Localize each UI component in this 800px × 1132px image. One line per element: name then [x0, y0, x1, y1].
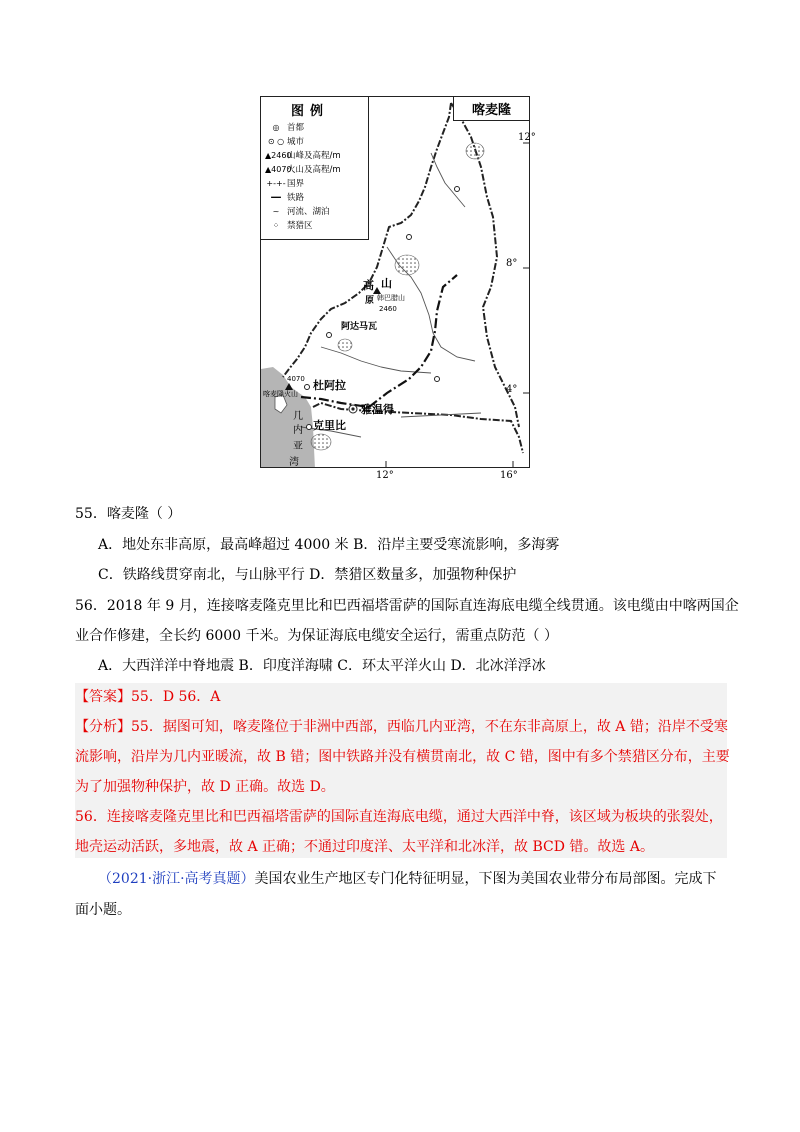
volcano-elevation-label: 4070 [287, 375, 305, 383]
city-marker [455, 187, 460, 192]
latitude-label: 12° [518, 132, 536, 143]
legend-label: 铁路 [287, 193, 305, 203]
legend-item-border [265, 177, 304, 189]
city-marker [305, 385, 310, 390]
analysis-line-2: 流影响，沿岸为几内亚暖流，故 B 错；图中铁路并没有横贯南北，故 C 错，图中有多个禁猎区分布，主要 [75, 749, 730, 765]
legend-label: 首都 [287, 123, 305, 133]
reserve-area [395, 255, 419, 275]
city-label-douala: 杜阿拉 [313, 379, 346, 392]
analysis-line-1 [75, 718, 728, 736]
city-marker [407, 235, 412, 240]
analysis-line-5: 地壳运动活跃，多地震，故 A 正确；不通过印度洋、太平洋和北冰洋，故 BCD 错。故选 A。 [75, 839, 654, 855]
river-symbol: ~ [272, 206, 280, 216]
legend-label: 河流、湖泊 [287, 207, 330, 217]
intro-text: 美国农业生产地区专门化特征明显，下图为美国农业带分布局部图。完成下 [254, 871, 717, 887]
legend-item-capital [265, 121, 304, 133]
analysis-text: 55．据图可知，喀麦隆位于非洲中西部，西临几内亚湾，不在东非高原上，故 A 错；沿岸不受寒 [131, 719, 728, 735]
railway-symbol: ━━ [271, 192, 281, 202]
legend-item-peak [265, 149, 341, 161]
answer-analysis-block [75, 683, 727, 858]
reserve-area [311, 434, 331, 450]
cameroon-map-figure [260, 96, 536, 481]
plateau-label: 阿达马瓦 [341, 322, 378, 332]
gulf-label: 湾 [289, 457, 299, 468]
city-marker [307, 425, 312, 430]
answer-label: 【答案】 [75, 689, 131, 705]
source-tag: （2021·浙江·高考真题） [98, 871, 255, 887]
city-symbol: ⊙ ○ [267, 136, 285, 146]
legend-item-volcano [265, 163, 341, 175]
analysis-label: 【分析】 [75, 719, 131, 735]
reserve-area [466, 143, 484, 159]
latitude-label: 4° [506, 384, 518, 395]
question-56-stem-line2: 业合作修建，全长约 6000 千米。为保证海底电缆安全运行，需重点防范（ ） [75, 628, 558, 644]
peak-symbol: ▲2460 [265, 150, 292, 160]
gulf-label: 亚 [293, 441, 303, 452]
peak-name-label: 韩巴腊山 [377, 294, 405, 302]
map-title-text: 喀麦隆 [471, 103, 511, 118]
question-55-stem: 55．喀麦隆（ ） [75, 506, 182, 522]
analysis-line-3: 为了加强物种保护，故 D 正确。故选 D。 [75, 779, 335, 795]
volcano-name-label: 喀麦隆火山 [263, 390, 298, 398]
analysis-line-4: 56．连接喀麦隆克里比和巴西福塔雷萨的国际直连海底电缆，通过大西洋中脊，该区域为板块的张裂处， [75, 809, 723, 825]
border-symbol: +-+- [266, 178, 286, 188]
question-55-options-cd: C．铁路线贯穿南北，与山脉平行 D．禁猎区数量多，加强物种保护 [98, 567, 517, 583]
mountain-label: 山 [381, 277, 392, 290]
question-56-options: A．大西洋洋中脊地震 B．印度洋海啸 C．环太平洋火山 D．北冰洋浮冰 [98, 658, 546, 674]
question-55-options-ab: A．地处东非高原，最高峰超过 4000 米 B．沿岸主要受寒流影响，多海雾 [98, 537, 560, 553]
peak-elevation-label: 2460 [379, 305, 397, 313]
legend-item-reserve [265, 219, 313, 231]
city-marker [327, 333, 332, 338]
next-question-intro-line1 [98, 870, 717, 888]
answer-text: 55．D 56．A [131, 689, 221, 705]
reserve-area [338, 339, 352, 351]
longitude-label: 16° [500, 470, 518, 481]
volcano-symbol: ▲4070 [265, 164, 292, 174]
legend-label: 火山及高程/m [287, 165, 341, 175]
legend-label: 山峰及高程/m [287, 151, 341, 161]
mountain-label: 高 [363, 279, 374, 292]
legend-item-river [265, 205, 330, 217]
answer-line [75, 688, 220, 706]
legend-title: 图例 [291, 104, 330, 119]
longitude-label: 12° [376, 470, 394, 481]
latitude-label: 8° [506, 258, 518, 269]
capital-marker-center [351, 407, 354, 410]
reserve-symbol: ⁘ [272, 220, 280, 230]
city-marker [435, 377, 440, 382]
legend-item-city [265, 135, 304, 147]
capital-symbol: ◎ [272, 122, 280, 132]
legend-label: 国界 [287, 179, 305, 189]
map-frame [260, 96, 530, 468]
legend-item-railway [265, 191, 304, 203]
question-56-stem-line1: 56．2018 年 9 月，连接喀麦隆克里比和巴西福塔雷萨的国际直连海底电缆全线贯通。该电缆由中喀两国企 [75, 598, 739, 614]
gulf-label: 几 [293, 411, 303, 422]
map-legend [261, 97, 369, 240]
next-question-intro-line2: 面小题。 [75, 902, 131, 918]
city-label-yaounde: 雅温得 [361, 403, 394, 416]
map-title [453, 97, 529, 121]
gulf-label: 内 [293, 425, 303, 436]
range-label: 原 [365, 296, 375, 306]
city-label-kribi: 克里比 [313, 419, 346, 432]
legend-label: 禁猎区 [287, 221, 313, 231]
legend-label: 城市 [287, 137, 305, 147]
